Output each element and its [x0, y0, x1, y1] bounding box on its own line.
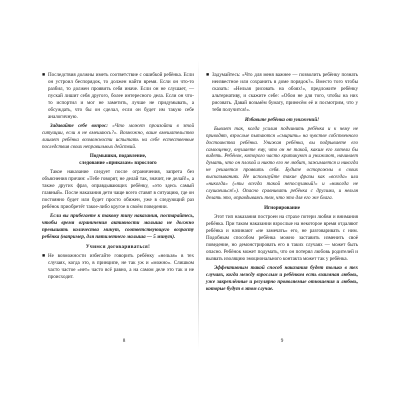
paragraph-think — [206, 72, 358, 114]
right-page — [206, 72, 358, 293]
heading-text: Избавьте ребёнка от унижений! — [244, 116, 320, 123]
paragraph-text: Последствия должны иметь соответствие с ошибкой ребёнка. Если он устроил беспорядок, то должен найти время. Если он что-то разбил, то должен проявить себя иначе. Если он не слушает, — пускай лишит себя другого, более интересного дела. Если он что-то испортил и мог не заметить, лучше не придумывать, а обсуждать, что бы он сделал, если он будет им такую себе аналогичную. — [48, 72, 194, 120]
page-number-left: 8 — [122, 338, 126, 344]
heading-line-1: Подмышки, подавление, — [89, 153, 147, 160]
section-heading-ignoring: Игнорирование — [264, 205, 300, 212]
left-page — [42, 72, 194, 281]
page-number-right: 9 — [280, 338, 284, 344]
paragraph-lead: Задавайте себе вопрос: — [50, 122, 108, 129]
heading-line-2: следование «приказам» взрослого — [79, 160, 157, 167]
paragraph-humiliation: Бывает так, когда усилия подчинить ребёнка и к чему не приводят, взрослые пытаются «смирить» на чувстве собственного достоинства ребёнка. Унижая ребёнка, вы подрываете его самооценку, внушаете ему, что он не такой, каким его хотели бы видеть. Ребёнок, которого часто критикуют и унижают, начинает думать, что он плохой и никто его не любит, зажимается и никогда не решается проявить себя. Будьте осторожны в своих высказываниях. Не используйте такие фразы как «всегда» или «никогда» («ты всегда такой непослушный!» и «никогда не слушаешься!»). Опасно сравнивать ребёнка с другими, и нельзя делать это, оправдываясь тем, что это для его же блага. — [206, 125, 358, 202]
paragraph-ignoring: Этот тип наказания построен на страхе потери любви и внимания ребёнка. При таком наказании взрослые на некоторое время отдаляют ребёнка и начинают «не замечать» его, не разговаривать с ним. Подобным способом ребёнка можно заставить изменить своё поведение, но демонстрировать его в таких случаях — может быть опасно. Ребёнок может подумать, что он потерял любовь родителей и вызвать изоляцию эмоционального контакта может так у ребёнка. — [206, 214, 358, 262]
paragraph-avoid-no — [42, 253, 194, 281]
paragraph-time-limit: Если вы прибегаете к такому типу наказания, постарайтесь, чтобы время ограничения активности малыша не должно превышать количества минут, соответствующего возрасту ребёнка (например, для пятилетнего малыша — 5 минут). — [42, 213, 194, 240]
paragraph-text: Задумайтесь: «Что для меня важнее — позволить ребёнку познать неизвестное или сохранить в доме порядок?». Вместо того чтобы сказать: «Нельзя рисовать на обоях!», предложите ребёнку альтернативу, и скажите себе: «Обои не для того, чтобы на них рисовать. Давай возьмём бумагу, принесём её и посмотрим, что у тебя получится!». — [212, 72, 358, 113]
paragraph-effective: Эффективным такой способ наказания будет только в тех случаях, когда между взрослым и ребёнком есть взаимная любовь, уже закреплённые и регулярно проявляемые отношения и любовь, которые будут в этом случае. — [206, 264, 358, 292]
paragraph-text: «Что может произойти в этой ситуации, если я не вмешаюсь?». Возможно, ваше вмешательство лишает ребёнка возможности испытать на себе естественные последствия своих неправильных действий. — [42, 122, 194, 150]
bullet-mark: ■ — [206, 72, 210, 78]
section-heading-suppression — [42, 153, 194, 167]
bullet-mark: ■ — [42, 72, 46, 78]
paragraph-restriction: Такое наказание следует после ограничения, запрета без объяснения причин: «Тебе говорят, не делай так, значит, не делай!», а также других фраз, оправдывающих ребёнку, «это здесь самый главный». После наказания дети чаще всего ставят в ситуацию, где он постоянно будет или будет просто обижен, уже в следующий раз ребёнок приобретёт такое-либо кругое в своём поведении. — [42, 169, 194, 211]
paragraph-ask-yourself — [42, 123, 194, 151]
paragraph-consequences — [42, 72, 194, 121]
page-gutter — [198, 60, 199, 350]
section-heading-humiliation — [206, 117, 358, 124]
paragraph-text: Не возможности избегайте говорить ребёнку «нельзя» в тех случаях, когда это, в принципе, не так уж и «можно». Слишком часто частое «нет» часто всё равно, а на самом деле это так и не происходит. — [48, 252, 194, 280]
bullet-mark: ■ — [42, 252, 46, 259]
section-heading-negotiate: Учимся договариваться! — [85, 243, 151, 250]
